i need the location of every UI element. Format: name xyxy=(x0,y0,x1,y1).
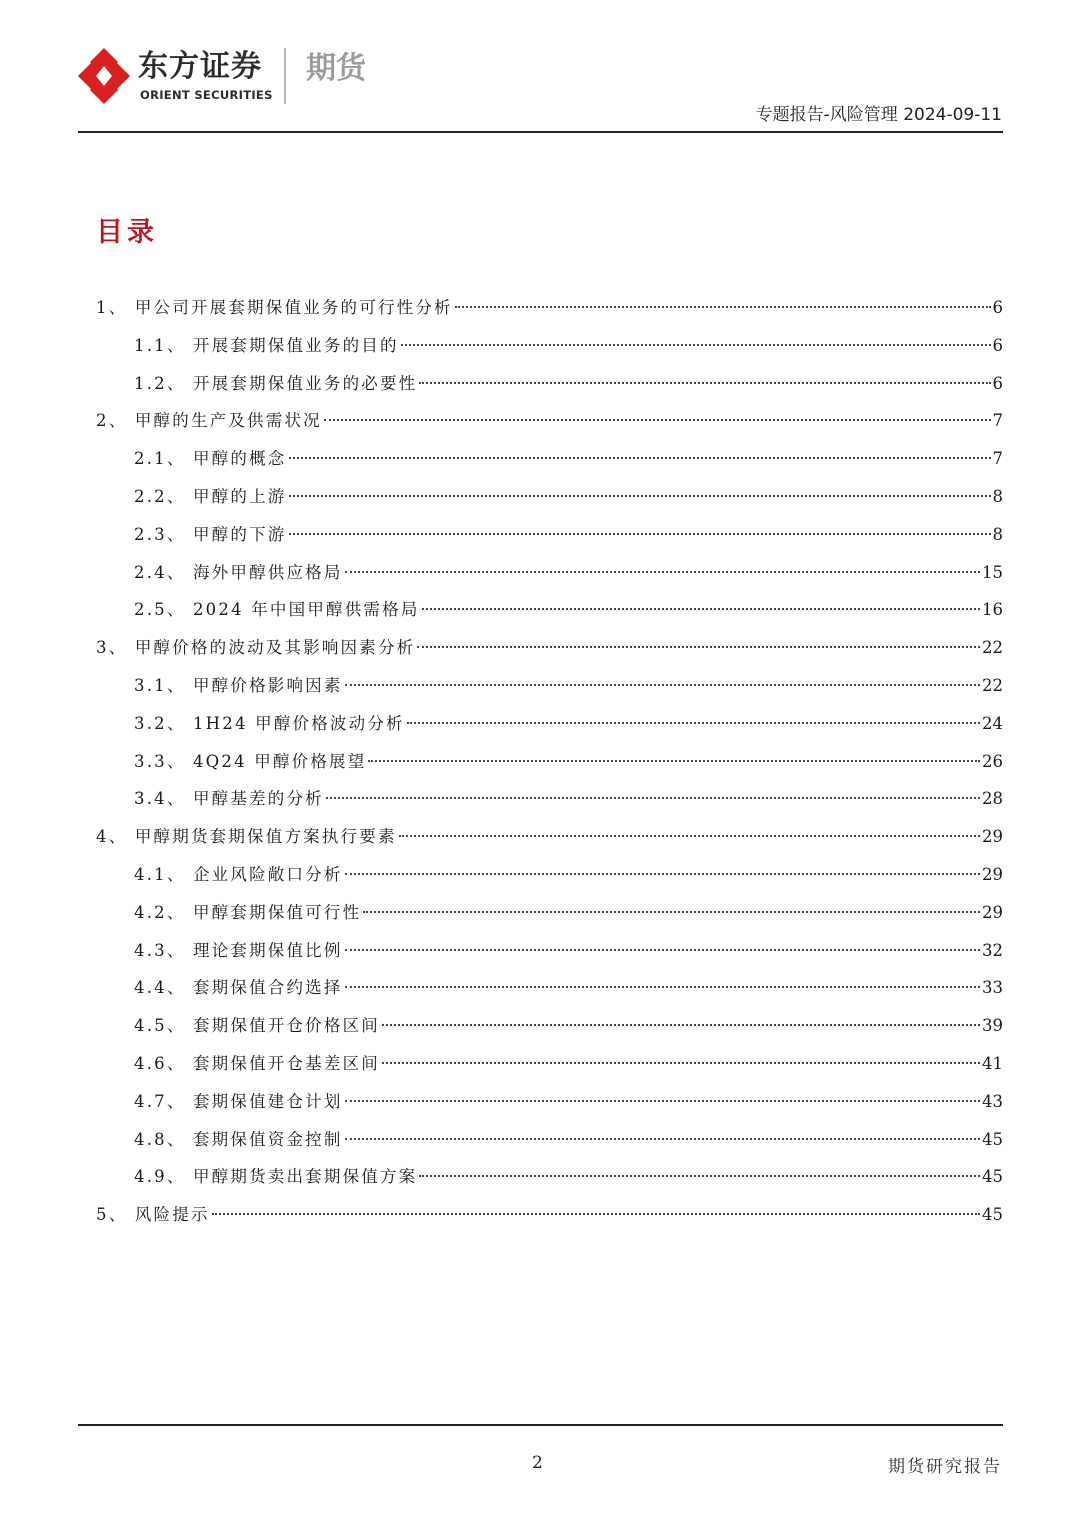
toc-entry[interactable] xyxy=(96,516,1003,554)
toc-entry-label: 4.7、 套期保值建仓计划 xyxy=(134,1091,343,1111)
toc-entry-page: 22 xyxy=(982,675,1003,695)
toc-entry[interactable] xyxy=(96,969,1003,1007)
toc-dot-leader xyxy=(422,608,980,610)
toc-entry-page: 22 xyxy=(982,638,1003,658)
toc-entry-page: 29 xyxy=(982,827,1003,847)
toc-entry-page: 16 xyxy=(982,600,1003,620)
toc-entry-label: 4、 甲醇期货套期保值方案执行要素 xyxy=(96,827,397,847)
toc-entry-page: 29 xyxy=(982,864,1003,884)
toc-entry[interactable] xyxy=(96,780,1003,818)
toc-entry-label: 4.5、 套期保值开仓价格区间 xyxy=(134,1016,380,1036)
toc-dot-leader xyxy=(401,344,991,346)
toc-entry-page: 6 xyxy=(992,298,1003,317)
toc-dot-leader xyxy=(399,835,980,837)
brand-name-cn: 东方证券 xyxy=(138,49,262,84)
footer-label: 期货研究报告 xyxy=(888,1457,1002,1477)
toc-entry-page: 15 xyxy=(982,562,1003,582)
toc-entry-page: 39 xyxy=(982,1016,1003,1036)
toc-entry-label: 2.3、 甲醇的下游 xyxy=(134,524,287,544)
toc-entry-label: 5、 风险提示 xyxy=(96,1205,210,1225)
toc-dot-leader xyxy=(345,684,980,686)
toc-entry-page: 41 xyxy=(982,1053,1003,1073)
toc-entry[interactable] xyxy=(96,932,1003,970)
toc-entry-page: 7 xyxy=(992,411,1003,431)
toc-entry[interactable] xyxy=(96,402,1003,440)
toc-dot-leader xyxy=(326,797,980,799)
toc-entry[interactable] xyxy=(96,327,1003,365)
toc-entry[interactable] xyxy=(96,1045,1003,1083)
toc-dot-leader xyxy=(382,1062,980,1064)
toc-entry-page: 29 xyxy=(982,902,1003,922)
toc-entry-label: 4.1、 企业风险敞口分析 xyxy=(134,864,343,884)
toc-entry[interactable] xyxy=(96,894,1003,932)
toc-entry-label: 2.4、 海外甲醇供应格局 xyxy=(134,562,343,582)
toc-entry-label: 1.1、 开展套期保值业务的目的 xyxy=(134,335,399,355)
toc-dot-leader xyxy=(419,1175,980,1177)
toc-entry-page: 45 xyxy=(982,1205,1003,1225)
toc-entry-page: 6 xyxy=(992,335,1003,355)
toc-entry[interactable] xyxy=(96,365,1003,403)
toc-entry[interactable] xyxy=(96,1083,1003,1121)
toc-entry-page: 45 xyxy=(982,1167,1003,1187)
toc-dot-leader xyxy=(368,760,980,762)
toc-dot-leader xyxy=(345,873,980,875)
toc-entry-label: 2.1、 甲醇的概念 xyxy=(134,449,287,469)
header-divider xyxy=(78,131,1003,133)
toc-entry[interactable] xyxy=(96,1007,1003,1045)
toc-entry[interactable] xyxy=(96,591,1003,629)
toc-entry[interactable] xyxy=(96,705,1003,743)
toc-entry-page: 24 xyxy=(982,713,1003,733)
toc-entry[interactable] xyxy=(96,667,1003,705)
footer-divider xyxy=(78,1424,1003,1426)
toc-entry[interactable] xyxy=(96,856,1003,894)
toc-dot-leader xyxy=(289,495,991,497)
toc-entry-label: 4.6、 套期保值开仓基差区间 xyxy=(134,1053,380,1073)
toc-dot-leader xyxy=(419,382,990,384)
toc-entry-page: 33 xyxy=(982,978,1003,998)
toc-entry-page: 8 xyxy=(992,486,1003,506)
toc-entry[interactable] xyxy=(96,1196,1003,1234)
toc-entry-page: 6 xyxy=(992,373,1003,393)
page-header xyxy=(0,0,1080,140)
toc-entry-label: 2.5、 2024 年中国甲醇供需格局 xyxy=(134,600,420,620)
toc-entry[interactable] xyxy=(96,1121,1003,1159)
toc-dot-leader xyxy=(407,722,980,724)
page-number: 2 xyxy=(532,1453,543,1473)
toc-entry-label: 3.2、 1H24 甲醇价格波动分析 xyxy=(134,713,405,733)
toc-dot-leader xyxy=(455,306,991,308)
toc-entry-page: 45 xyxy=(982,1129,1003,1149)
toc-dot-leader xyxy=(382,1024,980,1026)
toc-entry-page: 26 xyxy=(982,751,1003,771)
toc-entry-label: 2、 甲醇的生产及供需状况 xyxy=(96,411,322,431)
toc-dot-leader xyxy=(345,986,980,988)
toc-entry-page: 43 xyxy=(982,1091,1003,1111)
toc-entry-label: 4.8、 套期保值资金控制 xyxy=(134,1129,343,1149)
toc-dot-leader xyxy=(289,457,991,459)
toc-dot-leader xyxy=(345,1138,980,1140)
toc-entry[interactable] xyxy=(96,478,1003,516)
toc-dot-leader xyxy=(417,646,980,648)
toc-entry[interactable] xyxy=(96,743,1003,781)
toc-entry[interactable] xyxy=(96,289,1003,327)
toc-entry[interactable] xyxy=(96,554,1003,592)
toc-entry-label: 4.3、 理论套期保值比例 xyxy=(134,940,343,960)
toc-dot-leader xyxy=(289,533,991,535)
toc-entry-label: 4.9、 甲醇期货卖出套期保值方案 xyxy=(134,1167,418,1187)
toc-dot-leader xyxy=(212,1213,980,1215)
toc-entry-page: 8 xyxy=(992,524,1003,544)
toc-entry-label: 4.4、 套期保值合约选择 xyxy=(134,978,343,998)
toc-entry[interactable] xyxy=(96,818,1003,856)
orient-securities-logo-icon xyxy=(78,48,130,104)
table-of-contents xyxy=(96,289,1003,1234)
division-label: 期货 xyxy=(306,51,366,86)
toc-entry[interactable] xyxy=(96,629,1003,667)
toc-entry-label: 4.2、 甲醇套期保值可行性 xyxy=(134,902,362,922)
toc-entry-label: 3.1、 甲醇价格影响因素 xyxy=(134,675,343,695)
toc-entry-page: 32 xyxy=(982,940,1003,960)
toc-dot-leader xyxy=(324,419,991,421)
toc-entry-label: 2.2、 甲醇的上游 xyxy=(134,486,287,506)
toc-entry-label: 1、 甲公司开展套期保值业务的可行性分析 xyxy=(96,298,453,317)
toc-dot-leader xyxy=(345,571,980,573)
toc-dot-leader xyxy=(345,1100,980,1102)
toc-entry-label: 3.3、 4Q24 甲醇价格展望 xyxy=(134,751,367,771)
brand-name-en: ORIENT SECURITIES xyxy=(140,88,273,102)
report-type-date: 专题报告-风险管理 2024-09-11 xyxy=(755,105,1002,125)
toc-entry[interactable] xyxy=(96,1158,1003,1196)
toc-entry-label: 3.4、 甲醇基差的分析 xyxy=(134,789,324,809)
toc-entry-page: 28 xyxy=(982,789,1003,809)
logo-divider xyxy=(284,48,286,104)
toc-entry-page: 7 xyxy=(992,449,1003,469)
toc-entry-label: 1.2、 开展套期保值业务的必要性 xyxy=(134,373,418,393)
toc-entry[interactable] xyxy=(96,440,1003,478)
toc-title: 目录 xyxy=(96,217,158,248)
toc-entry-label: 3、 甲醇价格的波动及其影响因素分析 xyxy=(96,638,416,658)
toc-dot-leader xyxy=(363,911,980,913)
toc-dot-leader xyxy=(345,949,980,951)
